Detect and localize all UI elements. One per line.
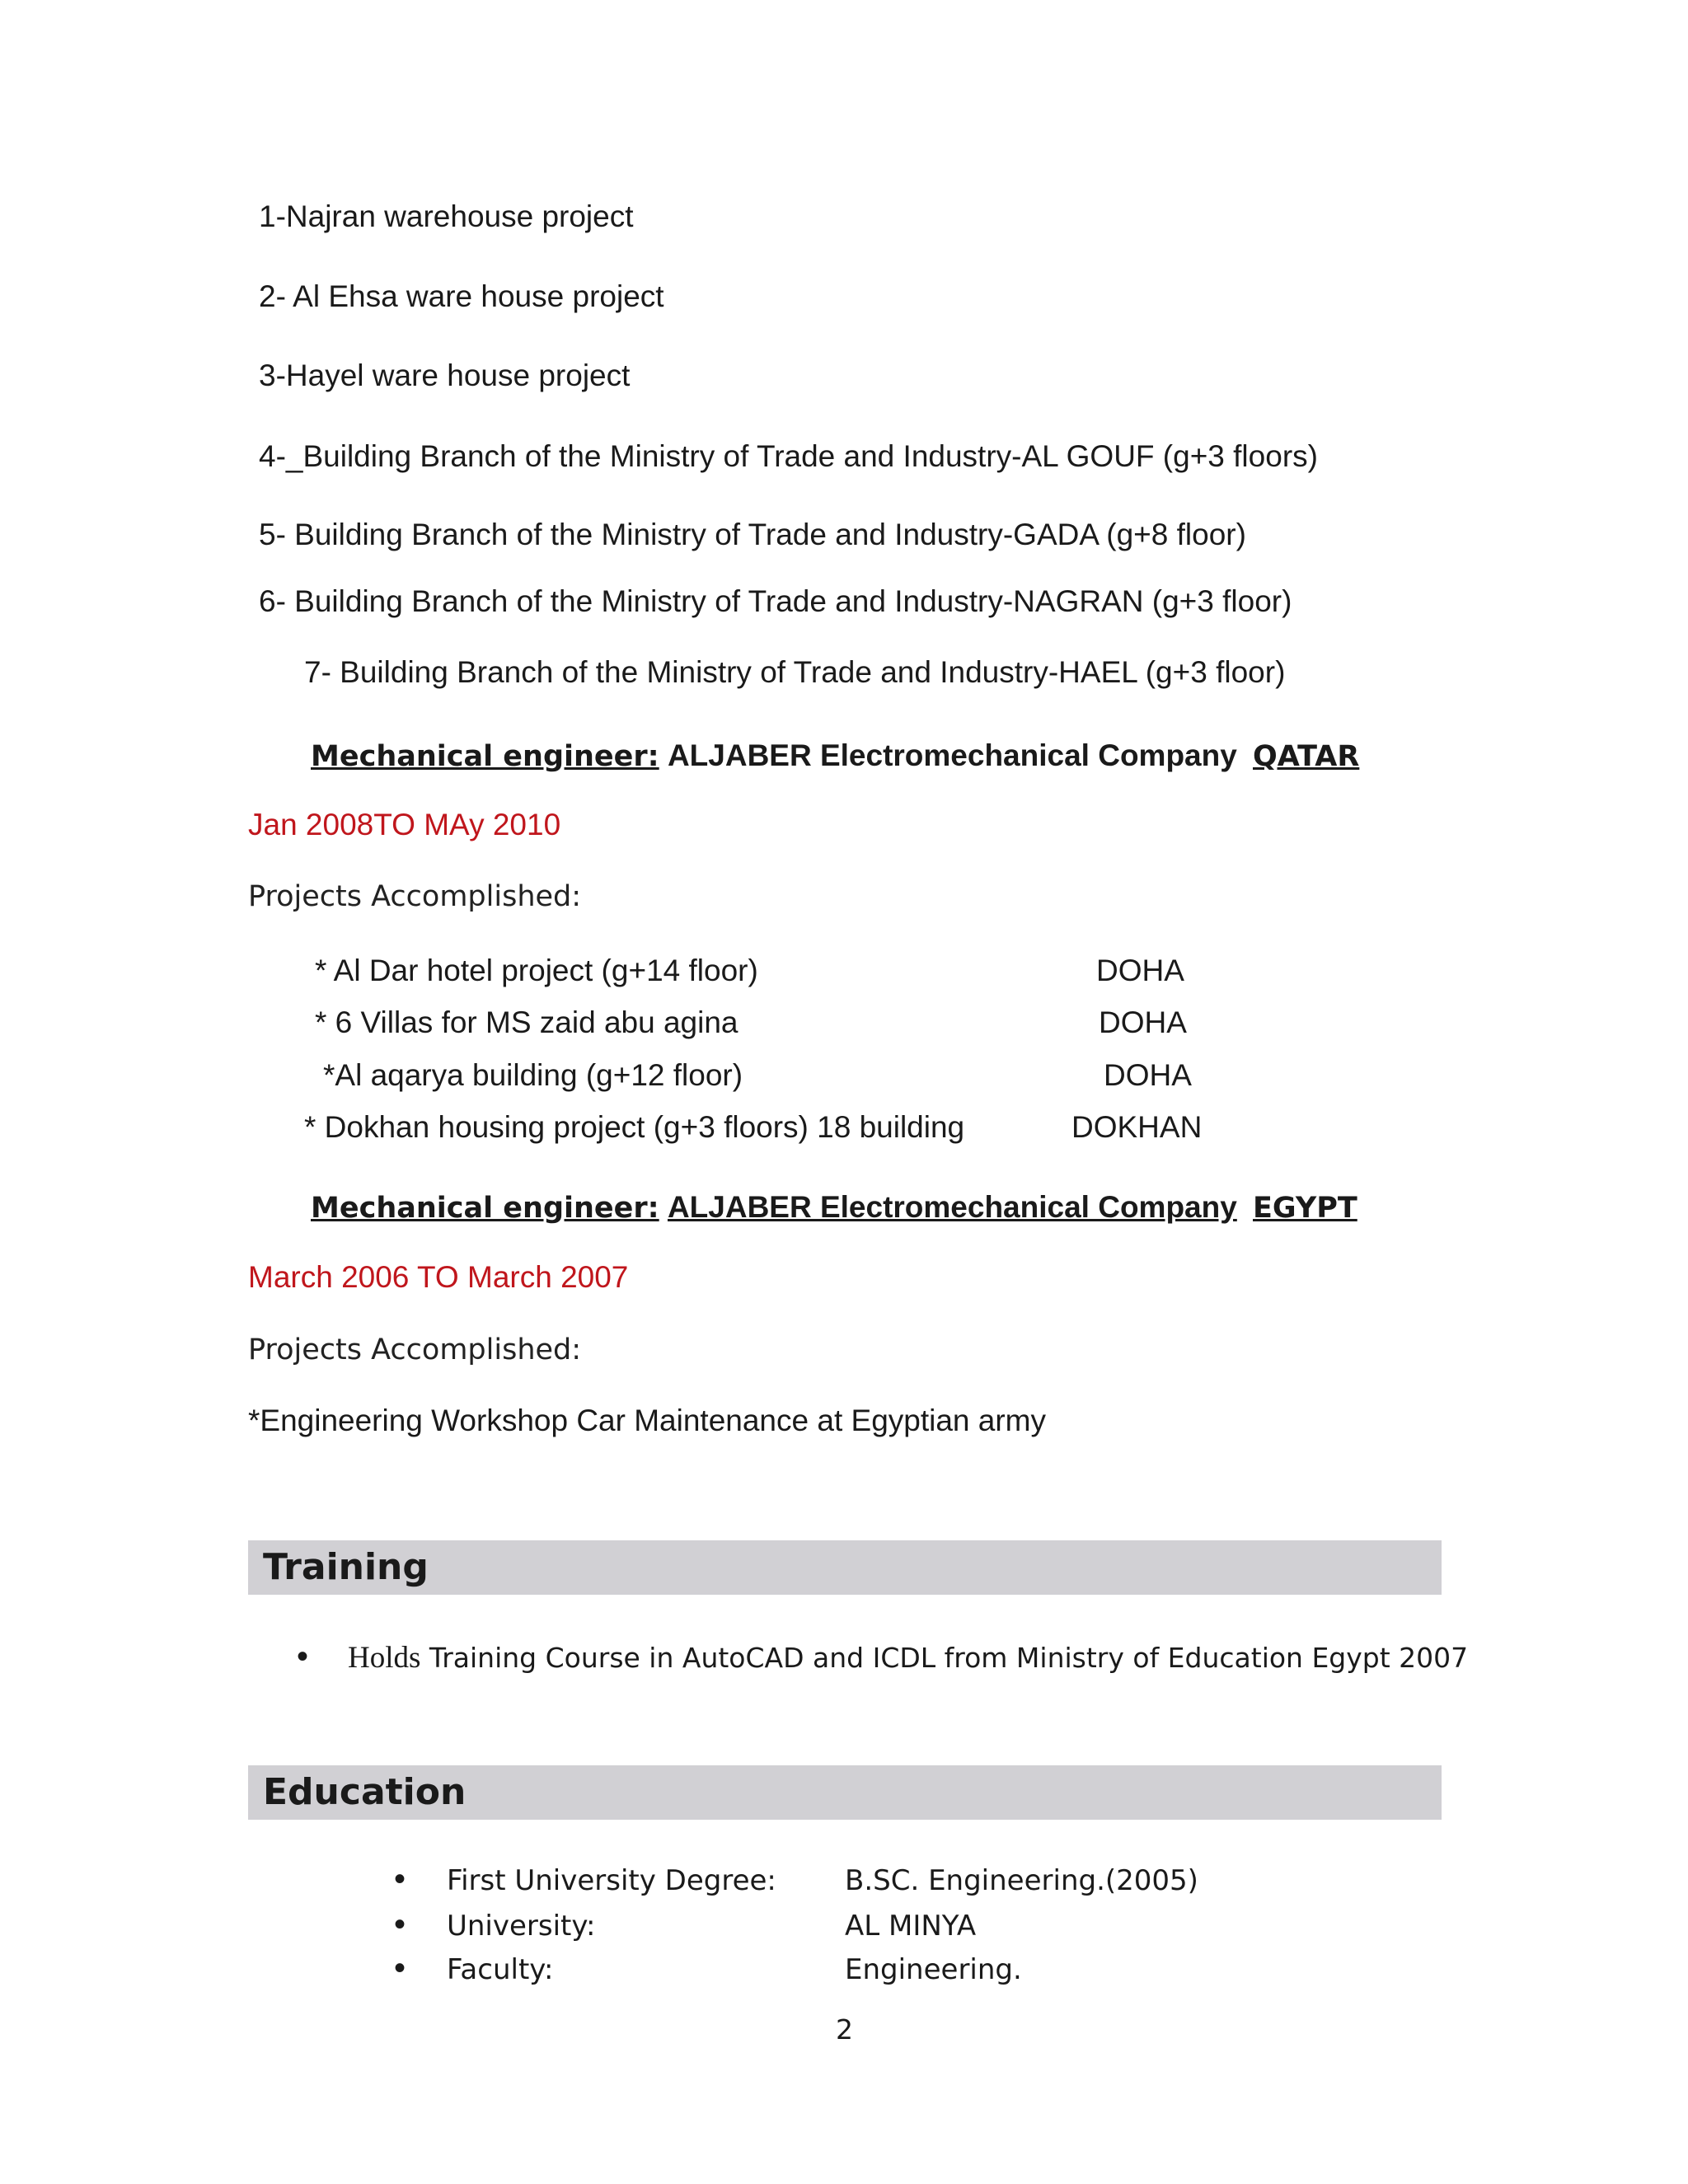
bullet-icon: • xyxy=(394,1950,406,1986)
project-item: 7- Building Branch of the Ministry of Trade and Industry-HAEL (g+3 floor) xyxy=(304,655,1286,689)
job-role: Mechanical engineer: xyxy=(311,1192,659,1225)
project-item: * Dokhan housing project (g+3 floors) 18 building xyxy=(304,1110,965,1144)
education-value: Engineering. xyxy=(845,1953,1022,1986)
section-title: Education xyxy=(263,1771,467,1813)
education-label: First University Degree: xyxy=(447,1864,776,1897)
job-country xyxy=(1217,1190,1357,1225)
training-item xyxy=(348,1640,1468,1675)
project-item: * Al Dar hotel project (g+14 floor) xyxy=(315,954,758,987)
projects-heading: Projects Accomplished: xyxy=(248,880,582,913)
job-country xyxy=(1217,738,1359,773)
bullet-icon: • xyxy=(394,1861,406,1897)
project-item: 5- Building Branch of the Ministry of Trade and Industry-GADA (g+8 floor) xyxy=(259,518,1246,551)
projects-heading: Projects Accomplished: xyxy=(248,1333,582,1366)
job-dates: Jan 2008TO MAy 2010 xyxy=(248,808,561,841)
education-label: Faculty: xyxy=(447,1953,554,1986)
project-item: 6- Building Branch of the Ministry of Trade and Industry-NAGRAN (g+3 floor) xyxy=(259,584,1292,618)
section-title: Training xyxy=(263,1546,429,1588)
training-item-text: Training Course in AutoCAD and ICDL from Ministry of Education Egypt 2007 xyxy=(429,1642,1469,1674)
job-company: ALJABER Electromechanical Company xyxy=(667,738,1237,772)
training-item-lead: Holds xyxy=(348,1641,421,1675)
job-company: ALJABER Electromechanical Company xyxy=(667,1190,1237,1224)
project-item: 2- Al Ehsa ware house project xyxy=(259,279,664,313)
education-value: AL MINYA xyxy=(845,1910,977,1943)
project-location: DOHA xyxy=(1099,1005,1187,1039)
project-item: 3-Hayel ware house project xyxy=(259,359,631,392)
project-item: 1-Najran warehouse project xyxy=(259,199,634,233)
project-item: *Engineering Workshop Car Maintenance at Egyptian army xyxy=(248,1404,1046,1437)
project-item: 4-_Building Branch of the Ministry of Trade and Industry-AL GOUF (g+3 floors) xyxy=(259,439,1318,473)
bullet-icon: • xyxy=(297,1638,309,1675)
project-location: DOHA xyxy=(1096,954,1184,987)
job-country-label: QATAR xyxy=(1253,740,1360,773)
education-value: B.SC. Engineering.(2005) xyxy=(845,1864,1198,1897)
project-location: DOHA xyxy=(1104,1058,1192,1092)
job-dates: March 2006 TO March 2007 xyxy=(248,1260,629,1294)
section-header-training xyxy=(248,1540,1442,1595)
project-item: *Al aqarya building (g+12 floor) xyxy=(323,1058,743,1092)
education-label: University: xyxy=(447,1910,596,1943)
job-header-qatar xyxy=(311,738,1237,773)
project-location: DOKHAN xyxy=(1071,1110,1203,1144)
page-number: 2 xyxy=(836,2013,853,2046)
bullet-icon: • xyxy=(394,1906,406,1943)
job-country-label: EGYPT xyxy=(1253,1192,1357,1225)
section-header-education xyxy=(248,1765,1442,1820)
job-role: Mechanical engineer: xyxy=(311,740,659,773)
job-header-egypt xyxy=(311,1190,1237,1225)
project-item: * 6 Villas for MS zaid abu agina xyxy=(315,1005,738,1039)
